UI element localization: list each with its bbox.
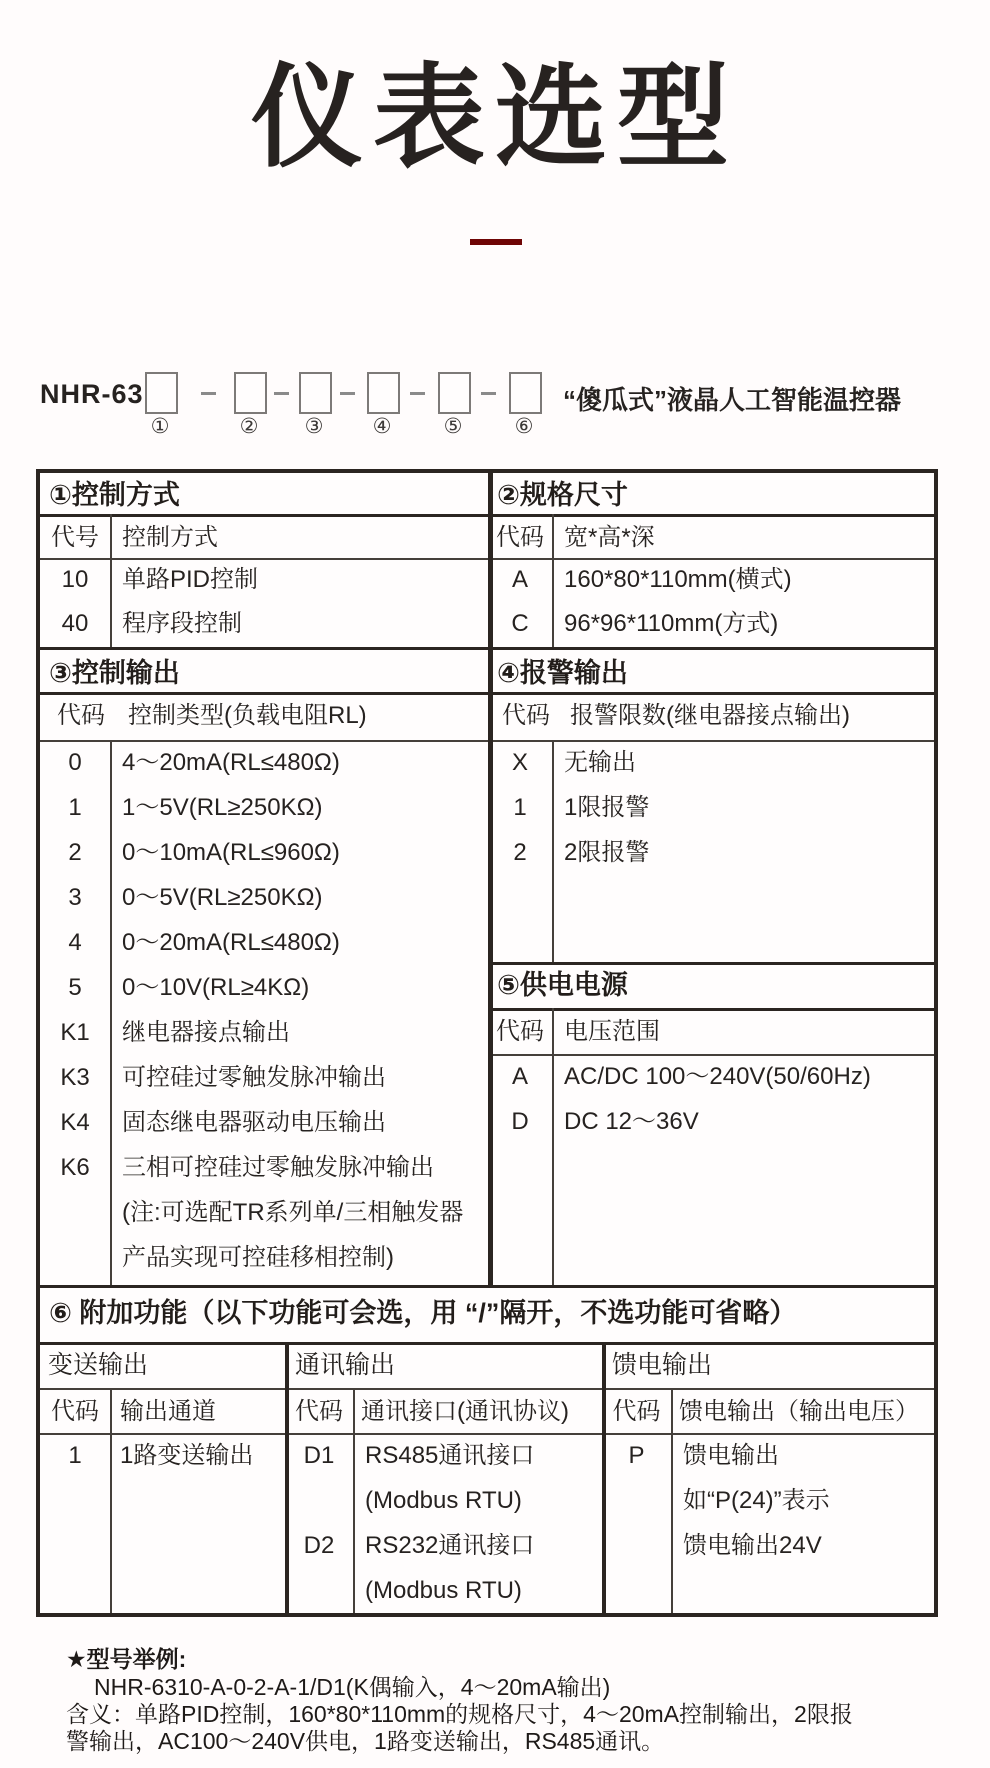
code-cell: 1 bbox=[68, 794, 82, 821]
section4-desc-header: 报警限数(继电器接点输出) bbox=[570, 702, 850, 729]
desc-cell: 馈电输出24V bbox=[683, 1532, 822, 1559]
desc-cell: 160*80*110mm(横式) bbox=[564, 566, 792, 593]
section4-descs bbox=[564, 740, 649, 875]
section1-title: ①控制方式 bbox=[49, 480, 180, 510]
code-cell bbox=[602, 1478, 671, 1523]
model-code-box-1 bbox=[145, 372, 178, 414]
section1-desc-header: 控制方式 bbox=[122, 524, 218, 551]
divider bbox=[110, 1388, 112, 1613]
desc-cell: 三相可控硅过零触发脉冲输出 bbox=[122, 1154, 434, 1181]
code-cell: 2 bbox=[68, 839, 82, 866]
footer-meaning-line2: 警输出，AC100～240V供电，1路变送输出，RS485通讯。 bbox=[66, 1728, 665, 1754]
desc-cell: 1路变送输出 bbox=[120, 1442, 254, 1469]
model-dash bbox=[410, 392, 425, 395]
code-cell bbox=[285, 1478, 353, 1523]
model-code-box-4 bbox=[367, 372, 400, 414]
section1-descs bbox=[122, 558, 258, 646]
code-cell: D2 bbox=[303, 1532, 335, 1559]
group1-codes bbox=[40, 1433, 110, 1478]
model-code-box-6 bbox=[509, 372, 542, 414]
desc-cell: 程序段控制 bbox=[122, 610, 242, 637]
divider bbox=[488, 1008, 934, 1011]
divider bbox=[40, 692, 934, 695]
code-cell: 2 bbox=[513, 839, 527, 866]
group3-codes bbox=[602, 1433, 671, 1568]
section2-codes bbox=[488, 558, 552, 646]
desc-cell: RS485通讯接口 bbox=[365, 1442, 535, 1469]
section4-code-header: 代码 bbox=[502, 702, 550, 729]
section5-descs bbox=[564, 1054, 871, 1144]
divider bbox=[40, 1388, 934, 1390]
section2-code-header: 代码 bbox=[496, 524, 544, 551]
code-cell: A bbox=[511, 1063, 528, 1090]
code-cell: 5 bbox=[68, 974, 82, 1001]
desc-cell: 2限报警 bbox=[564, 839, 650, 866]
code-cell: 1 bbox=[513, 794, 527, 821]
desc-cell: (Modbus RTU) bbox=[365, 1487, 522, 1514]
section3-code-header: 代码 bbox=[57, 702, 105, 729]
group2-texts bbox=[365, 1433, 534, 1613]
divider bbox=[110, 740, 112, 1285]
code-cell: 4 bbox=[68, 929, 82, 956]
code-cell: K6 bbox=[60, 1154, 90, 1181]
footer-example-label: ★型号举例: bbox=[66, 1646, 187, 1672]
slot-number-2: ② bbox=[239, 415, 259, 438]
desc-cell: 0～10V(RL≥4KΩ) bbox=[122, 974, 310, 1001]
divider bbox=[40, 514, 934, 517]
code-cell: K1 bbox=[60, 1019, 90, 1046]
section6-title: ⑥ 附加功能（以下功能可会选，用 “/”隔开，不选功能可省略） bbox=[49, 1298, 797, 1328]
desc-cell: 继电器接点输出 bbox=[122, 1019, 290, 1046]
desc-cell: (Modbus RTU) bbox=[365, 1577, 522, 1604]
model-dash bbox=[340, 392, 355, 395]
group3-texts bbox=[683, 1433, 830, 1568]
section2-title: ②规格尺寸 bbox=[497, 480, 628, 510]
code-cell bbox=[602, 1523, 671, 1568]
group3-title: 馈电输出 bbox=[612, 1351, 713, 1379]
group1-texts bbox=[120, 1433, 253, 1478]
footer-meaning-line1: 含义：单路PID控制，160*80*110mm的规格尺寸，4～20mA控制输出，2限报 bbox=[66, 1701, 853, 1727]
desc-cell: 馈电输出 bbox=[683, 1442, 779, 1469]
section4-codes bbox=[488, 740, 552, 875]
group2-code-header: 代码 bbox=[295, 1398, 343, 1425]
divider bbox=[552, 1008, 554, 1285]
group1-title: 变送输出 bbox=[48, 1351, 149, 1379]
group3-desc-header: 馈电输出（输出电压） bbox=[679, 1398, 919, 1425]
section2-descs bbox=[564, 558, 792, 646]
desc-cell: 如“P(24)”表示 bbox=[683, 1487, 830, 1514]
divider bbox=[353, 1388, 355, 1613]
group1-code-header: 代码 bbox=[51, 1398, 99, 1425]
code-cell: D1 bbox=[303, 1442, 335, 1469]
model-dash bbox=[274, 392, 289, 395]
group2-desc-header: 通讯接口(通讯协议) bbox=[361, 1398, 569, 1425]
divider bbox=[40, 1342, 934, 1345]
group3-code-header: 代码 bbox=[612, 1398, 661, 1425]
desc-cell: RS232通讯接口 bbox=[365, 1532, 535, 1559]
code-cell: 3 bbox=[68, 884, 82, 911]
title-accent-dash bbox=[470, 239, 522, 245]
desc-cell: 产品实现可控硅移相控制) bbox=[122, 1244, 394, 1271]
section3-desc-header: 控制类型(负载电阻RL) bbox=[128, 702, 367, 729]
desc-cell: 0～5V(RL≥250KΩ) bbox=[122, 884, 323, 911]
divider bbox=[110, 514, 112, 647]
model-prefix: NHR-63 bbox=[40, 379, 144, 409]
code-cell: 40 bbox=[61, 610, 89, 637]
code-cell: 10 bbox=[61, 566, 89, 593]
slot-number-6: ⑥ bbox=[514, 415, 534, 438]
desc-cell: 1～5V(RL≥250KΩ) bbox=[122, 794, 323, 821]
desc-cell: 可控硅过零触发脉冲输出 bbox=[122, 1064, 386, 1091]
code-cell bbox=[40, 1190, 110, 1235]
section1-code-header: 代号 bbox=[51, 524, 99, 551]
section3-title: ③控制输出 bbox=[49, 658, 180, 688]
desc-cell: (注:可选配TR系列单/三相触发器 bbox=[122, 1199, 464, 1226]
divider bbox=[488, 962, 934, 965]
footer-example-model: NHR-6310-A-0-2-A-1/D1(K偶输入，4～20mA输出) bbox=[94, 1674, 611, 1700]
model-description: “傻瓜式”液晶人工智能温控器 bbox=[563, 385, 902, 415]
desc-cell: 单路PID控制 bbox=[122, 566, 259, 593]
group2-codes bbox=[285, 1433, 353, 1613]
desc-cell: 4～20mA(RL≤480Ω) bbox=[122, 749, 340, 776]
section3-descs bbox=[122, 740, 463, 1280]
code-cell: K3 bbox=[60, 1064, 90, 1091]
divider bbox=[40, 647, 934, 650]
code-cell: 1 bbox=[68, 1442, 82, 1469]
page-title: 仪表选型 bbox=[251, 55, 739, 180]
code-cell: D bbox=[511, 1108, 529, 1135]
code-cell: X bbox=[511, 749, 528, 776]
desc-cell: AC/DC 100～240V(50/60Hz) bbox=[564, 1063, 871, 1090]
slot-number-3: ③ bbox=[304, 415, 324, 438]
divider bbox=[671, 1388, 673, 1613]
divider bbox=[552, 740, 554, 962]
code-cell bbox=[285, 1568, 353, 1613]
section1-codes bbox=[40, 558, 110, 646]
code-cell bbox=[40, 1235, 110, 1280]
desc-cell: 96*96*110mm(方式) bbox=[564, 610, 779, 637]
code-cell: P bbox=[628, 1442, 645, 1469]
desc-cell: 0～20mA(RL≤480Ω) bbox=[122, 929, 340, 956]
group2-title: 通讯输出 bbox=[295, 1351, 396, 1379]
model-code-box-2 bbox=[234, 372, 267, 414]
selection-table bbox=[36, 469, 938, 1617]
slot-number-4: ④ bbox=[372, 415, 392, 438]
section5-code-header: 代码 bbox=[496, 1018, 544, 1045]
group1-desc-header: 输出通道 bbox=[120, 1398, 216, 1425]
model-dash bbox=[481, 392, 496, 395]
slot-number-5: ⑤ bbox=[443, 415, 463, 438]
desc-cell: DC 12～36V bbox=[564, 1108, 699, 1135]
section3-codes bbox=[40, 740, 110, 1280]
code-cell: C bbox=[511, 610, 529, 637]
model-code-box-5 bbox=[438, 372, 471, 414]
section5-codes bbox=[488, 1054, 552, 1144]
section5-desc-header: 电压范围 bbox=[564, 1018, 660, 1045]
model-code-box-3 bbox=[299, 372, 332, 414]
code-cell: K4 bbox=[60, 1109, 90, 1136]
divider bbox=[40, 1285, 934, 1288]
section5-title: ⑤供电电源 bbox=[497, 970, 628, 1000]
section2-desc-header: 宽*高*深 bbox=[564, 524, 655, 551]
code-cell: A bbox=[511, 566, 528, 593]
slot-number-1: ① bbox=[150, 415, 170, 438]
divider bbox=[552, 514, 554, 647]
desc-cell: 无输出 bbox=[564, 749, 636, 776]
desc-cell: 0～10mA(RL≤960Ω) bbox=[122, 839, 340, 866]
code-cell: 0 bbox=[68, 749, 82, 776]
section4-title: ④报警输出 bbox=[497, 658, 628, 688]
model-dash bbox=[201, 392, 216, 395]
desc-cell: 固态继电器驱动电压输出 bbox=[122, 1109, 386, 1136]
desc-cell: 1限报警 bbox=[564, 794, 650, 821]
